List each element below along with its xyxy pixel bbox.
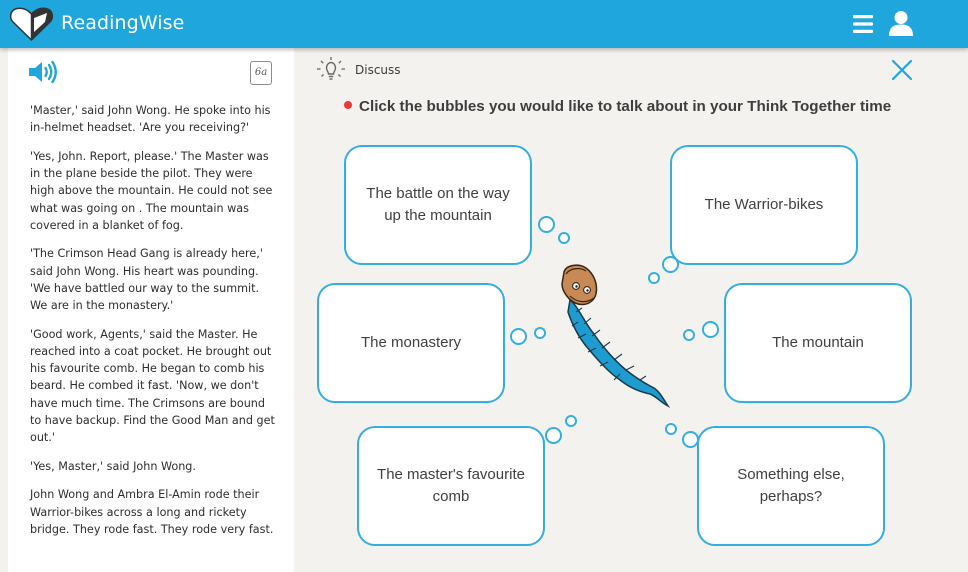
bubble-comb[interactable]: [357, 426, 545, 546]
thought-ring: [558, 232, 570, 244]
story-paragraph: 'Yes, Master,' said John Wong.: [30, 459, 196, 473]
bubble-mountain[interactable]: [724, 283, 912, 403]
bubble-label: Something else, perhaps?: [737, 466, 845, 505]
reading-panel: [8, 48, 294, 572]
story-paragraph: 'Good work, Agents,' said the Master. He reached into a coat pocket. He brought out his favourite comb. He began to comb his beard. He combed it fast. 'Now, we don't have much time. The Crimsons are bound to have backup. Find the Good Man and get out.': [30, 327, 275, 444]
lightbulb-icon: [316, 56, 346, 84]
red-dot-icon: [344, 101, 352, 109]
bubble-label: The battle on the way up the mountain: [366, 185, 510, 224]
hamburger-menu-icon[interactable]: [851, 12, 875, 36]
thought-ring: [534, 327, 546, 339]
bubble-label: The master's favourite comb: [377, 466, 525, 505]
story-paragraph: John Wong and Ambra El-Amin rode their Warrior-bikes across a long and rickety bridge. They rode fast. They rode very fast.: [30, 488, 274, 536]
bubble-label: The Warrior-bikes: [704, 196, 824, 213]
thought-ring: [683, 329, 695, 341]
thought-ring: [538, 216, 555, 233]
bubble-something-else[interactable]: [697, 426, 885, 546]
thought-ring: [565, 415, 577, 427]
speaker-icon[interactable]: [28, 60, 58, 84]
instruction-text: [344, 98, 891, 115]
bubble-battle[interactable]: [344, 145, 532, 265]
thought-ring: [665, 423, 677, 435]
story-text: [30, 102, 276, 549]
bubble-label: The mountain: [772, 334, 864, 351]
story-paragraph: 'Master,' said John Wong. He spoke into his in-helmet headset. 'Are you receiving?': [30, 104, 271, 135]
close-icon[interactable]: [891, 59, 913, 81]
discuss-label: Discuss: [355, 63, 401, 77]
thought-ring: [702, 321, 719, 338]
bubble-warrior-bikes[interactable]: [670, 145, 858, 265]
brand-name[interactable]: ReadingWise: [61, 12, 185, 34]
page-number-badge[interactable]: 6a: [250, 61, 272, 85]
thought-ring: [682, 431, 699, 448]
instruction-label: Click the bubbles you would like to talk about in your Think Together time: [359, 98, 892, 115]
story-paragraph: 'The Crimson Head Gang is already here,' said John Wong. His heart was pounding. 'We have battled our way to the summit. We are in the monastery.': [30, 247, 263, 313]
thought-ring: [545, 427, 562, 444]
master-character-illustration: [556, 262, 670, 408]
thought-ring: [510, 328, 527, 345]
bubble-monastery[interactable]: [317, 283, 505, 403]
top-bar: [0, 0, 968, 48]
user-icon[interactable]: [889, 10, 913, 36]
story-paragraph: 'Yes, John. Report, please.' The Master was in the plane beside the pilot. They were high above the mountain. He could not see what was going on . The mountain was covered in a blanket of fog.: [30, 149, 273, 232]
bubble-label: The monastery: [360, 334, 462, 351]
heart-book-icon[interactable]: [9, 6, 54, 42]
